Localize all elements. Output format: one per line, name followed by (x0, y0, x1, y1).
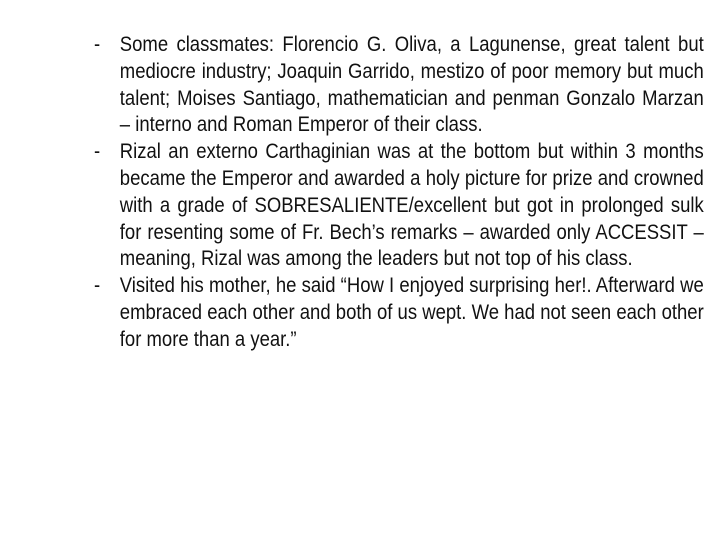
bullet-marker: - (94, 32, 101, 56)
bullet-text: Some classmates: Florencio G. Oliva, a Lagunense, great talent but mediocre industry; Joaquin Garrido, mestizo of poor memory but much talent; Moises Santiago, mathematician and penman Gonzalo Marzan – interno and Roman Emperor of their class. (119, 32, 704, 137)
bullet-list (94, 31, 704, 353)
bullet-item-rizal-emperor (94, 138, 704, 272)
bullet-text: Visited his mother, he said “How I enjoyed surprising her!. Afterward we embraced each other and both of us wept. We had not seen each other for more than a year.” (119, 273, 704, 351)
bullet-marker: - (94, 273, 101, 298)
bullet-text: Rizal an externo Carthaginian was at the bottom but within 3 months became the Emperor and awarded a holy picture for prize and crowned with a grade of SOBRESALIENTE/excellent but got in prolonged sulk for resenting some of Fr. Bech’s remarks – awarded only ACCESSIT – meaning, Rizal was among the leaders but not top of his class. (119, 139, 704, 271)
bullet-item-classmates (94, 31, 704, 138)
bullet-marker: - (94, 139, 101, 164)
bullet-item-visited-mother (94, 272, 704, 352)
